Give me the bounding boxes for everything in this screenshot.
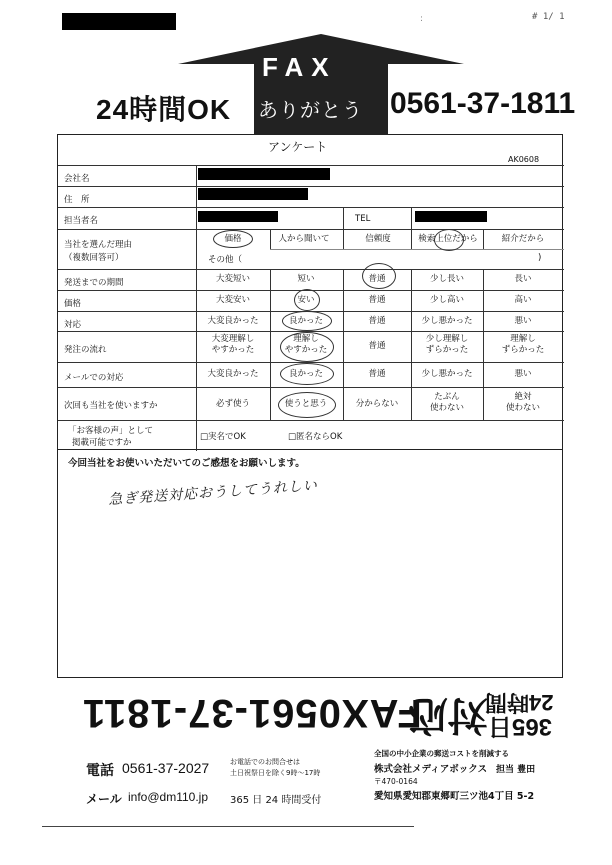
redacted-contact bbox=[198, 211, 278, 222]
q-next-option[interactable]: 分からない bbox=[355, 399, 399, 409]
q-next-option[interactable]: たぶん 使わない bbox=[429, 392, 465, 413]
q-service-option[interactable]: 大変良かった bbox=[207, 316, 259, 326]
q-next-option[interactable]: 絶対 使わない bbox=[505, 392, 541, 413]
redacted-company bbox=[198, 168, 330, 180]
redacted-sender bbox=[62, 13, 176, 30]
q-price-label: 価格 bbox=[64, 299, 82, 309]
answer-circle-flow bbox=[280, 332, 334, 362]
footer-big-hours: 24時間 bbox=[485, 690, 554, 715]
q-voice-label: 「お客様の声」として bbox=[68, 426, 154, 436]
q-flow-option[interactable]: 少し理解し ずらかった bbox=[425, 334, 469, 355]
q-price-option[interactable]: 普通 bbox=[368, 295, 386, 305]
q-voice-sublabel: 掲載可能ですか bbox=[72, 438, 132, 448]
q-service-option[interactable]: 良かった bbox=[288, 316, 324, 326]
q-price-option[interactable]: 大変安い bbox=[215, 295, 251, 305]
contact-label: 担当者名 bbox=[64, 216, 99, 226]
answer-circle-service bbox=[282, 311, 332, 331]
reason-option-trust[interactable]: 信頼度 bbox=[365, 234, 391, 244]
q-email-option[interactable]: 悪い bbox=[514, 369, 532, 379]
fax-label: FAX bbox=[262, 52, 337, 82]
footer-mail-label: メール bbox=[86, 792, 122, 806]
q-email-option[interactable]: 良かった bbox=[288, 369, 324, 379]
footer-tel-label: 電話 bbox=[86, 763, 114, 779]
q-flow-option[interactable]: 理解し ずらかった bbox=[501, 334, 545, 355]
q-next-option[interactable]: 使うと思う bbox=[284, 399, 328, 409]
footer-postal: 〒470-0164 bbox=[374, 777, 418, 786]
reason-label: 当社を選んだ理由 bbox=[64, 240, 133, 250]
handwritten-comment: 急ぎ発送対応おうしてうれしい bbox=[107, 477, 319, 509]
q-shipping-option[interactable]: 普通 bbox=[368, 274, 386, 284]
q-email-label: メールでの対応 bbox=[64, 373, 124, 383]
footer-big-support: 対応 bbox=[408, 693, 488, 737]
tel-label: TEL bbox=[355, 214, 371, 224]
reason-option-introduction[interactable]: 紹介だから bbox=[501, 234, 545, 244]
footer-tagline: 全国の中小企業の郵送コストを削減する bbox=[374, 749, 509, 758]
hours-label: 24時間OK bbox=[96, 94, 232, 125]
reason-option-price[interactable]: 価格 bbox=[224, 234, 242, 244]
q-service-label: 対応 bbox=[64, 320, 82, 330]
redacted-address bbox=[198, 188, 308, 200]
footer-mail-hours: 365 日 24 時間受付 bbox=[230, 795, 322, 806]
punch-mark: : bbox=[420, 14, 424, 24]
answer-circle-reason-search bbox=[434, 229, 464, 251]
fax-page-number: # 1/ 1 bbox=[532, 12, 565, 22]
q-email-option[interactable]: 少し悪かった bbox=[421, 369, 473, 379]
footer-address: 愛知県愛知郡東郷町三ツ池4丁目 5-2 bbox=[374, 791, 535, 802]
answer-circle-shipping bbox=[362, 263, 396, 289]
q-flow-option[interactable]: 大変理解し やすかった bbox=[211, 334, 255, 355]
q-shipping-option[interactable]: 少し長い bbox=[429, 274, 465, 284]
q-shipping-option[interactable]: 大変短い bbox=[215, 274, 251, 284]
answer-circle-reason-price bbox=[213, 230, 253, 248]
survey-title: アンケート bbox=[268, 140, 328, 154]
q-service-option[interactable]: 普通 bbox=[368, 316, 386, 326]
footer-tel-note1: お電話でのお問合せは bbox=[230, 758, 300, 766]
company-label: 会社名 bbox=[64, 174, 90, 184]
q-flow-option[interactable]: 理解し やすかった bbox=[284, 334, 328, 355]
q-service-option[interactable]: 少し悪かった bbox=[421, 316, 473, 326]
footer-tel-number[interactable]: 0561-37-2027 bbox=[122, 760, 210, 776]
address-label: 住 所 bbox=[64, 195, 90, 205]
q-price-option[interactable]: 安い bbox=[297, 295, 315, 305]
q-service-option[interactable]: 悪い bbox=[514, 316, 532, 326]
q-email-option[interactable]: 大変良かった bbox=[207, 369, 259, 379]
footer-tel-note2: 土日祝祭日を除く9時〜17時 bbox=[230, 769, 321, 777]
q-price-option[interactable]: 少し高い bbox=[429, 295, 465, 305]
q-price-option[interactable]: 高い bbox=[514, 295, 532, 305]
survey-form bbox=[57, 134, 563, 450]
q-next-option[interactable]: 必ず使う bbox=[215, 399, 251, 409]
footer-company: 株式会社メディアボックス bbox=[374, 764, 488, 775]
reason-option-other[interactable]: その他（ bbox=[208, 255, 243, 265]
voice-option-realname[interactable]: □実名でOK bbox=[200, 432, 246, 442]
footer-big-phone: FAX0561-37-1811 bbox=[82, 691, 422, 735]
reason-sublabel: （複数回答可） bbox=[64, 253, 124, 263]
q-shipping-option[interactable]: 短い bbox=[297, 274, 315, 284]
footer-big-days: 365日 bbox=[488, 713, 553, 740]
header-phone: 0561-37-1811 bbox=[390, 87, 576, 120]
reason-other-close: ) bbox=[538, 253, 542, 263]
q-shipping-option[interactable]: 長い bbox=[514, 274, 532, 284]
reason-option-search[interactable]: 検索上位だから bbox=[418, 234, 478, 244]
redacted-tel bbox=[415, 211, 487, 222]
footer-person: 担当 豊田 bbox=[496, 765, 536, 775]
survey-code: AK0608 bbox=[508, 155, 540, 164]
comment-box[interactable] bbox=[57, 450, 563, 678]
q-next-label: 次回も当社を使いますか bbox=[64, 401, 158, 411]
thanks-label: ありがとう bbox=[258, 98, 363, 122]
q-flow-option[interactable]: 普通 bbox=[368, 341, 386, 351]
q-shipping-label: 発送までの期間 bbox=[64, 278, 124, 288]
voice-option-anonymous[interactable]: □匿名ならOK bbox=[288, 432, 343, 442]
reason-option-referral[interactable]: 人から聞いて bbox=[278, 234, 330, 244]
answer-circle-email bbox=[280, 363, 334, 385]
footer-mail-address[interactable]: info@dm110.jp bbox=[128, 790, 209, 804]
footer-divider bbox=[42, 826, 414, 827]
answer-circle-price bbox=[294, 289, 320, 311]
q-flow-label: 発注の流れ bbox=[64, 345, 107, 355]
q-email-option[interactable]: 普通 bbox=[368, 369, 386, 379]
answer-circle-next bbox=[278, 392, 336, 418]
comment-prompt: 今回当社をお使いいただいてのご感想をお願いします。 bbox=[68, 458, 305, 469]
